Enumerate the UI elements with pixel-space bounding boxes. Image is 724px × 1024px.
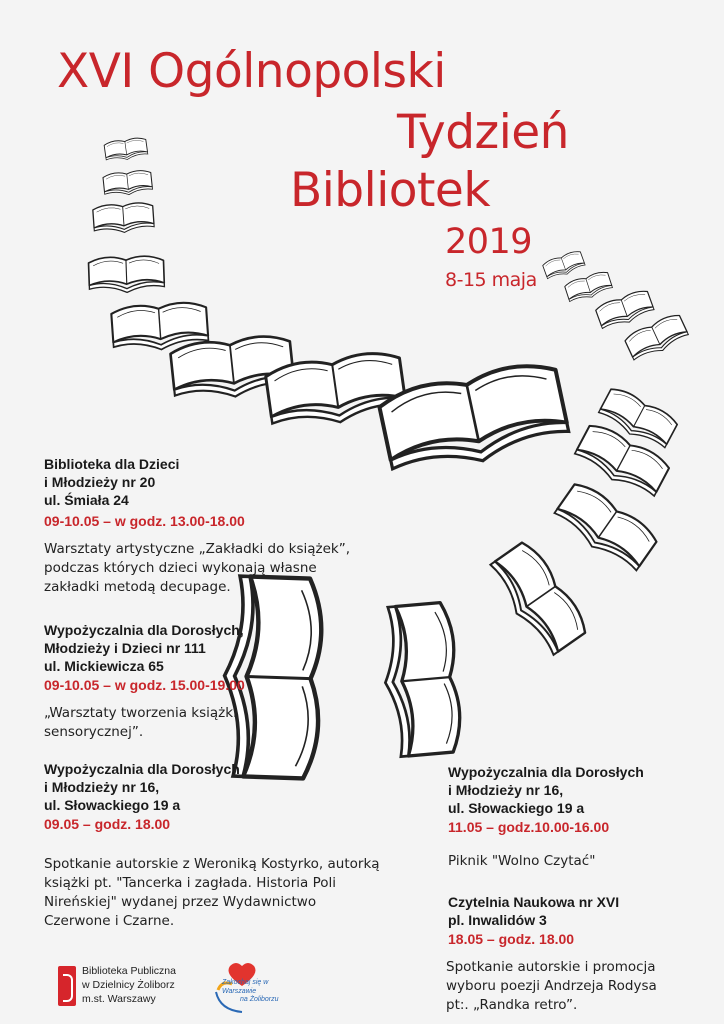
event-venue: Wypożyczalnia dla Dorosłych <box>448 764 644 780</box>
event-venue: Młodzieży i Dzieci nr 111 <box>44 640 206 656</box>
poster-title: Tydzień <box>397 105 569 160</box>
book-icon <box>485 538 591 658</box>
event-block <box>44 760 240 833</box>
library-logo-icon <box>58 966 76 1006</box>
event-description: Spotkanie autorskie i promocja wyboru poezji Andrzeja Rodysa pt:. „Randka retro”. <box>446 959 657 1013</box>
event-venue: Czytelnia Naukowa nr XVI <box>448 894 620 910</box>
event-venue: Biblioteka dla Dzieci <box>44 456 180 472</box>
event-address: ul. Śmiała 24 <box>44 492 129 508</box>
library-logo <box>58 964 198 1012</box>
book-icon <box>88 255 164 293</box>
library-logo-text: m.st. Warszawy <box>82 993 156 1005</box>
book-icon <box>595 288 656 331</box>
event-address: ul. Słowackiego 19 a <box>44 797 181 813</box>
poster-dates: 8-15 maja <box>445 269 537 291</box>
book-icon <box>93 202 155 235</box>
book-icon <box>103 169 153 197</box>
book-icon <box>379 602 463 758</box>
event-description: „Warsztaty tworzenia książki sensorycznej”. <box>44 705 237 740</box>
event-venue: Wypożyczalnia dla Dorosłych <box>44 761 240 777</box>
book-icon <box>104 137 148 163</box>
event-block <box>44 455 245 530</box>
event-time: 09.05 – godz. 18.00 <box>44 816 171 832</box>
event-time: 09-10.05 – w godz. 15.00-19.00 <box>44 677 245 693</box>
book-icon <box>542 249 586 281</box>
event-address: ul. Słowackiego 19 a <box>448 800 585 816</box>
poster-title: Bibliotek <box>290 163 491 218</box>
event-block <box>448 893 619 948</box>
event-address: ul. Mickiewicza 65 <box>44 658 164 674</box>
event-block <box>448 763 644 836</box>
event-time: 09-10.05 – w godz. 13.00-18.00 <box>44 513 245 529</box>
event-block <box>44 621 245 694</box>
district-logo-text: Warszawie <box>222 988 257 995</box>
event-description: Piknik "Wolno Czytać" <box>448 853 596 869</box>
event-venue: i Młodzieży nr 16, <box>448 782 564 798</box>
event-description: Spotkanie autorskie z Weroniką Kostyrko, autorką książki pt. "Tancerka i zagłada. Historia Poli Nireńskiej" wydanej przez Wydawnictwo Czerwone i Czarne. <box>44 856 380 929</box>
book-icon <box>623 312 689 363</box>
district-logo-text: na Żoliborzu <box>240 996 279 1003</box>
event-venue: i Młodzieży nr 20 <box>44 474 156 490</box>
book-icon <box>377 358 571 479</box>
event-venue: Wypożyczalnia dla Dorosłych, <box>44 622 244 638</box>
poster-year: 2019 <box>445 222 533 262</box>
library-logo-text: w Dzielnicy Żoliborz <box>82 979 175 991</box>
district-logo-text: Zakochaj się w <box>222 979 269 986</box>
event-time: 18.05 – godz. 18.00 <box>448 931 575 947</box>
poster-title: XVI Ogólnopolski <box>57 44 446 99</box>
event-time: 11.05 – godz.10.00-16.00 <box>448 819 610 835</box>
event-venue: i Młodzieży nr 16, <box>44 779 160 795</box>
book-icon <box>551 479 660 575</box>
event-address: pl. Inwalidów 3 <box>448 912 547 928</box>
book-icon <box>564 270 613 304</box>
library-logo-text: Biblioteka Publiczna <box>82 965 176 977</box>
event-description: Warsztaty artystyczne „Zakładki do książek”, podczas których dzieci wykonają własne zakładki metodą decupage. <box>44 541 351 595</box>
district-logo <box>212 960 279 1016</box>
